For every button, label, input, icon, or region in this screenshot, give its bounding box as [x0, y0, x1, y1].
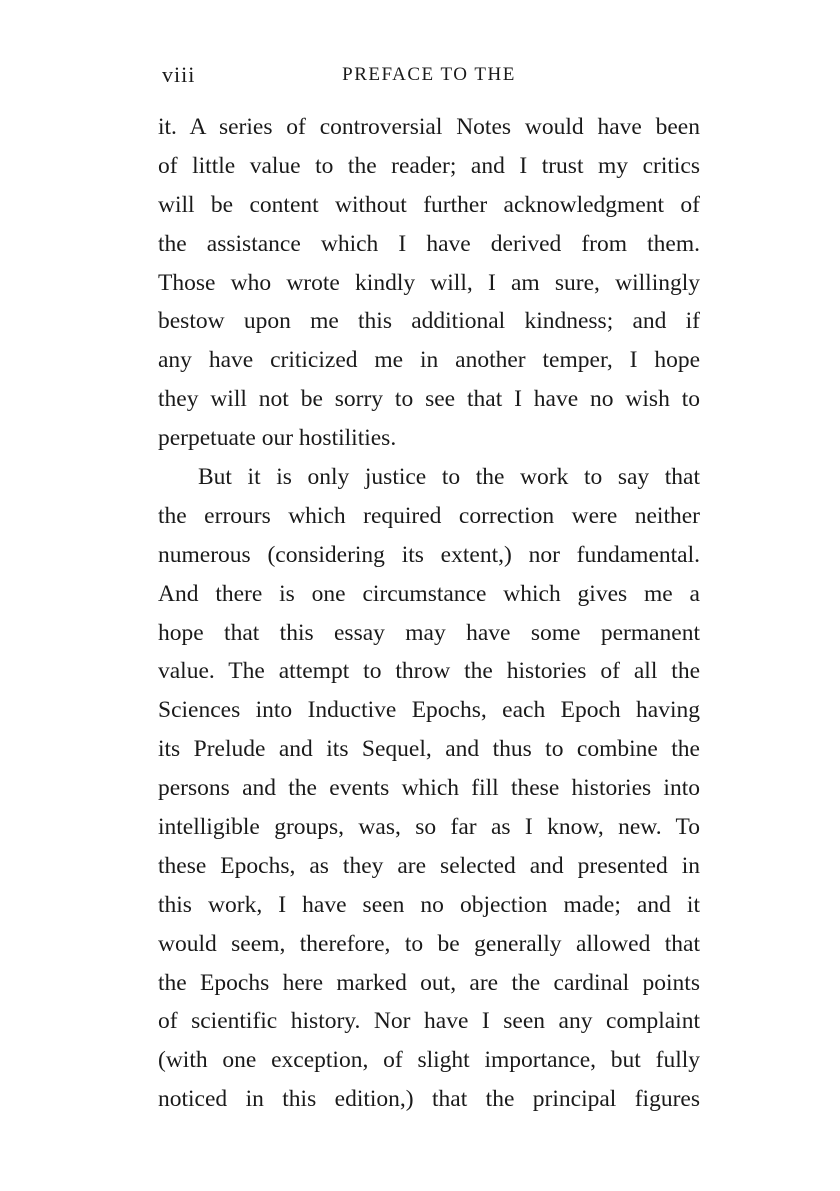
- page-number: viii: [162, 62, 196, 87]
- text-line: value. The attempt to throw the histories of all the: [158, 658, 700, 685]
- text-line: they will not be sorry to see that I have no wish to: [158, 386, 700, 413]
- text-line: numerous (considering its extent,) nor fundamental.: [158, 541, 700, 568]
- text-line: hope that this essay may have some permanent: [158, 619, 700, 646]
- text-line: the Epochs here marked out, are the cardinal points: [158, 969, 700, 996]
- text-line: (with one exception, of slight importance, but fully: [158, 1047, 700, 1074]
- text-line: the assistance which I have derived from them.: [158, 230, 700, 257]
- text-line: noticed in this edition,) that the principal figures: [158, 1086, 700, 1113]
- text-line: this work, I have seen no objection made; and it: [158, 891, 700, 918]
- text-line: But it is only justice to the work to say that: [198, 464, 700, 491]
- text-line: any have criticized me in another temper, I hope: [158, 347, 700, 374]
- text-line: the errours which required correction were neither: [158, 502, 700, 529]
- text-line: of little value to the reader; and I trust my critics: [158, 152, 700, 179]
- text-line: perpetuate our hostilities.: [158, 425, 397, 452]
- text-line: will be content without further acknowledgment of: [158, 191, 700, 218]
- body-text: [158, 108, 700, 1119]
- text-line: these Epochs, as they are selected and presented in: [158, 852, 700, 879]
- text-line: it. A series of controversial Notes would have been: [158, 114, 700, 140]
- text-line: intelligible groups, was, so far as I know, new. To: [158, 814, 700, 841]
- text-line: bestow upon me this additional kindness; and if: [158, 308, 700, 335]
- text-line: of scientific history. Nor have I seen any complaint: [158, 1008, 700, 1035]
- running-head: PREFACE TO THE: [342, 64, 516, 85]
- text-line: And there is one circumstance which gives me a: [158, 580, 700, 607]
- text-line: persons and the events which fill these histories into: [158, 775, 700, 802]
- text-line: its Prelude and its Sequel, and thus to combine the: [158, 736, 700, 763]
- text-line: Those who wrote kindly will, I am sure, willingly: [158, 269, 700, 296]
- text-line: would seem, therefore, to be generally allowed that: [158, 930, 700, 957]
- text-line: Sciences into Inductive Epochs, each Epoch having: [158, 697, 700, 724]
